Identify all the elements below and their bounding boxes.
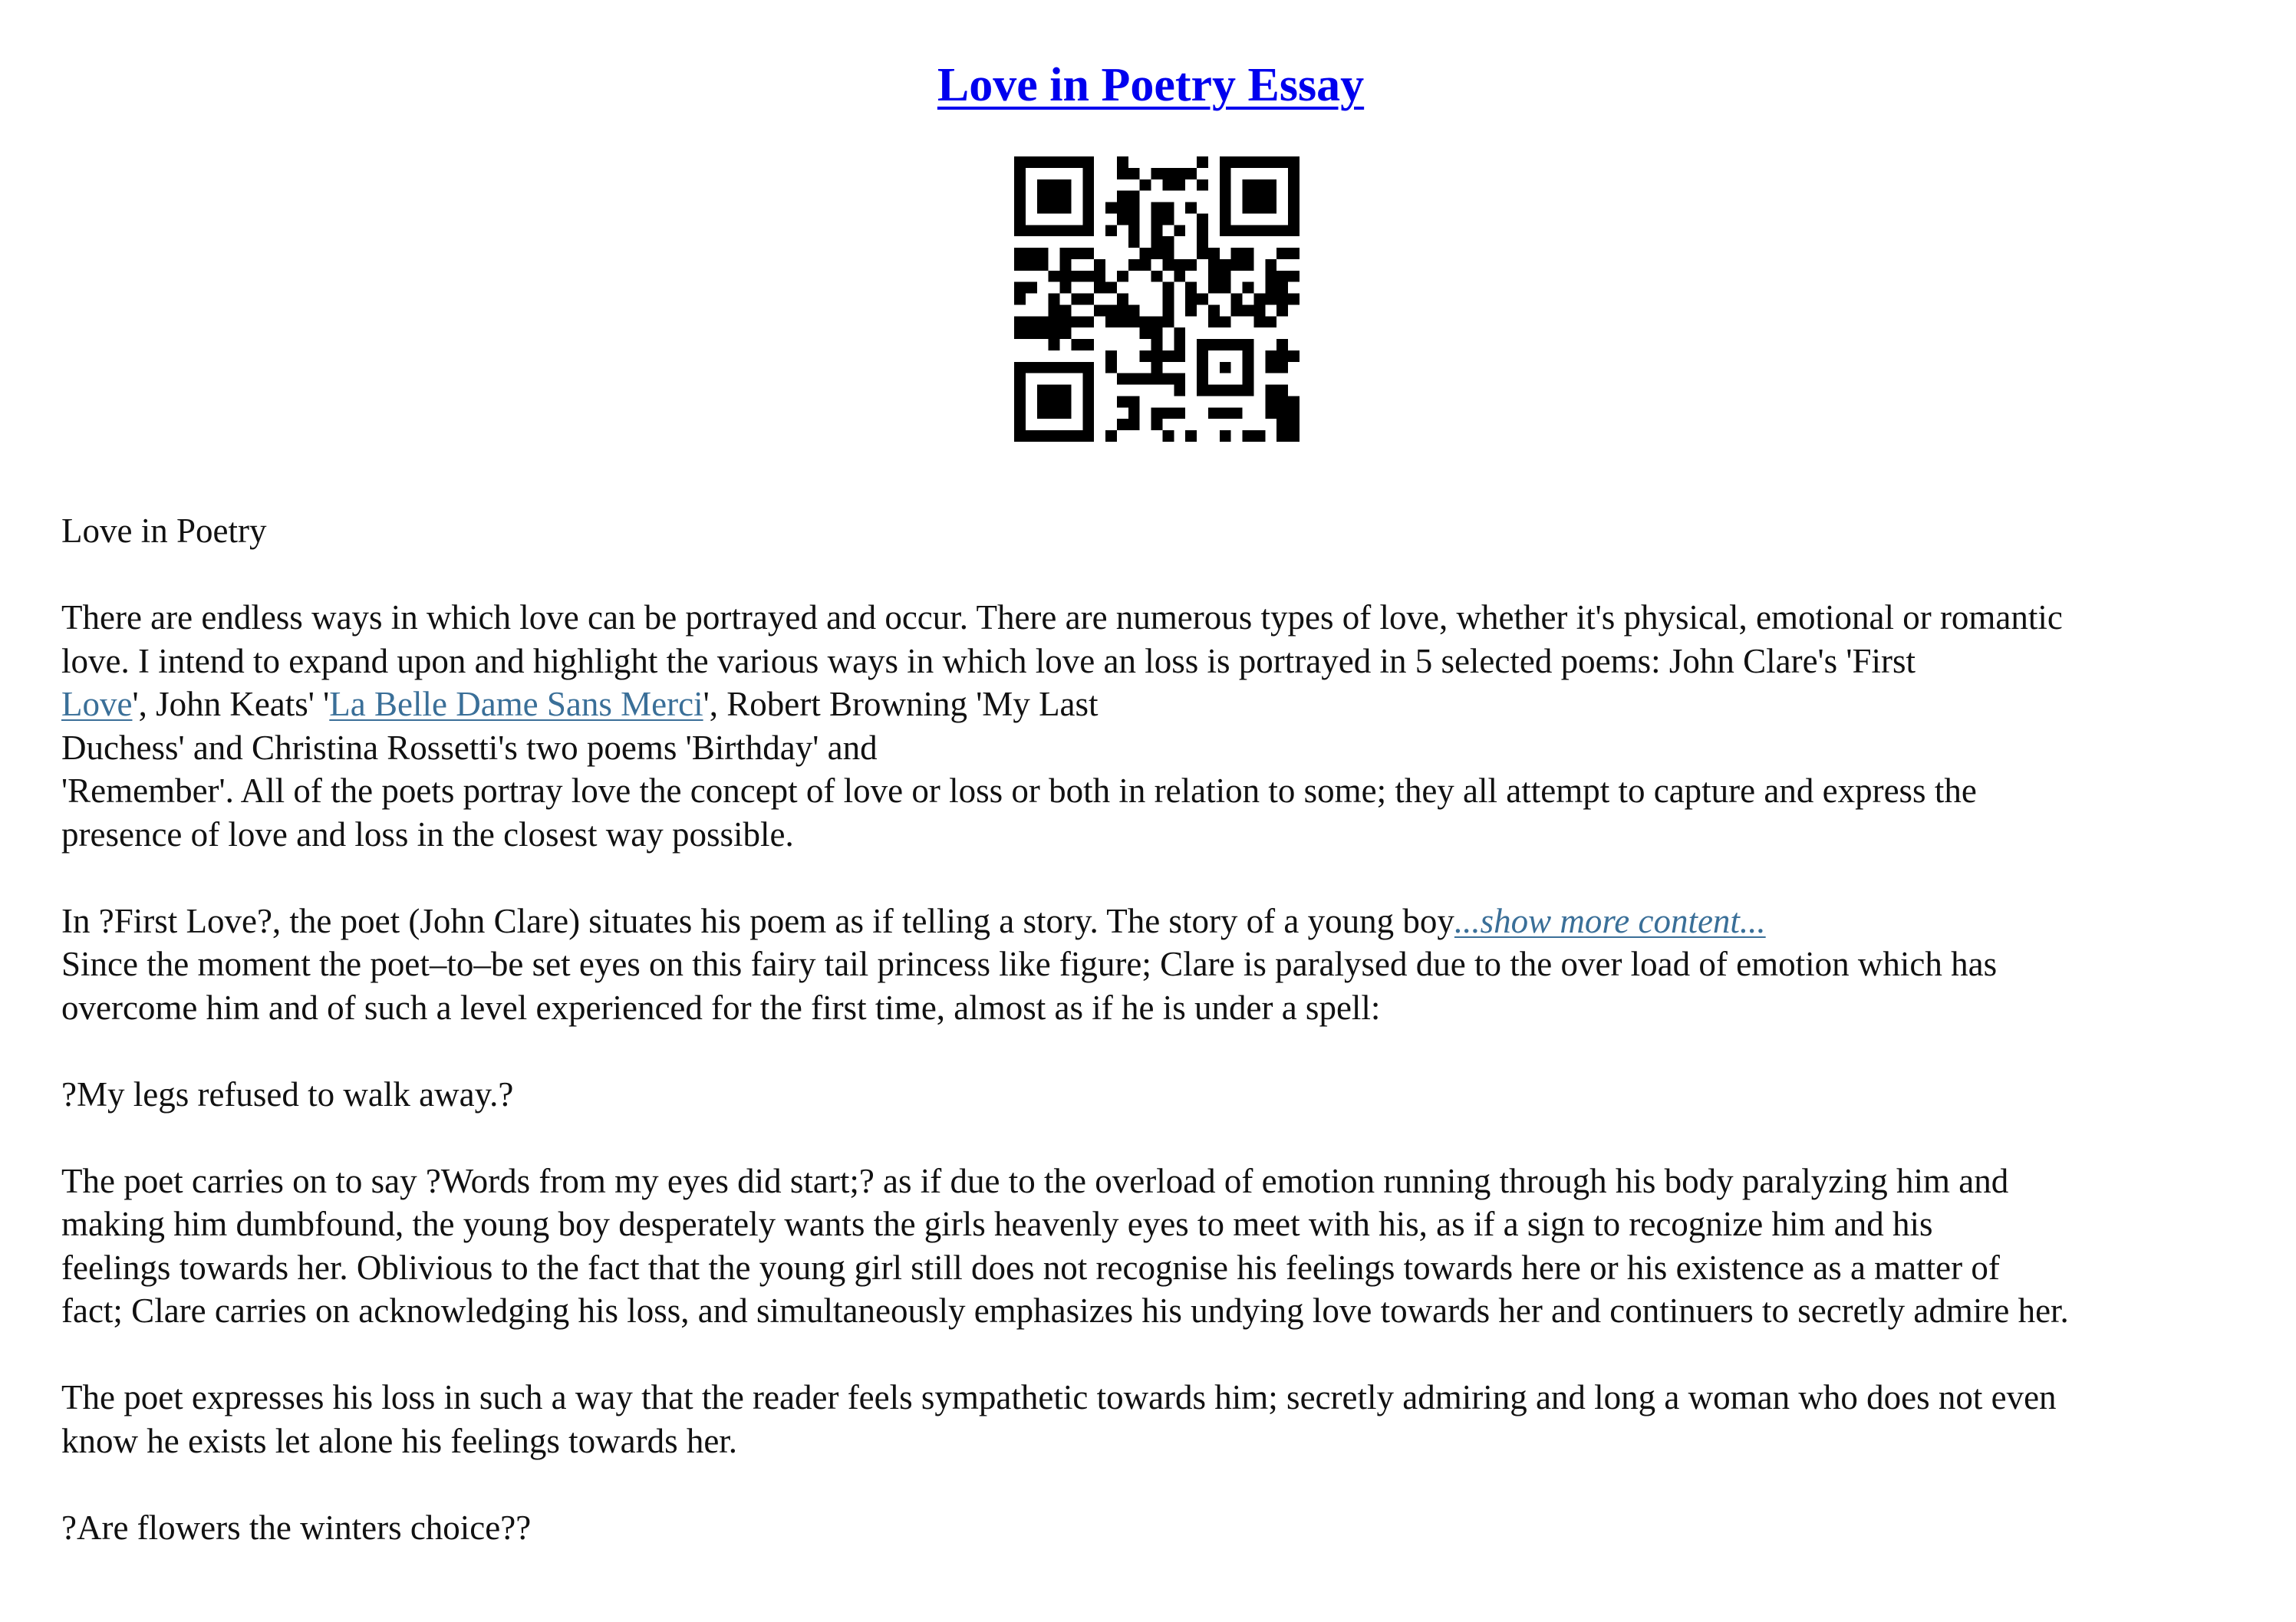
essay-title-link[interactable]: Love in Poetry Essay bbox=[937, 59, 1365, 111]
quote-legs: ?My legs refused to walk away.? bbox=[61, 1074, 514, 1114]
essay-heading: Love in Poetry bbox=[61, 512, 267, 550]
show-more-link[interactable]: ...show more content... bbox=[1454, 901, 1766, 940]
link-la-belle-dame[interactable]: La Belle Dame Sans Merci bbox=[329, 685, 703, 723]
qr-code-icon bbox=[1014, 156, 1300, 442]
title-container bbox=[61, 58, 2240, 113]
quote-flowers: ?Are flowers the winters choice?? bbox=[61, 1508, 532, 1547]
link-first-love[interactable]: Love bbox=[61, 685, 133, 723]
paragraph-first-love: In ?First Love?, the poet (John Clare) situates his poem as if telling a story. The story of a young boy...show more content... Since the moment the poet–to–be set eyes on this fairy tail princess like figure; Clare is paralysed due to the over load of emotion which has overcome him and of such a level experienced for the first time, almost as if he is under a spell: bbox=[61, 901, 1998, 1027]
paragraph-words-from-eyes: The poet carries on to say ?Words from my eyes did start;? as if due to the overload of emotion running through his body paralyzing him and making him dumbfound, the young boy desperately wants the girls heavenly eyes to meet with his, as if a sign to recognize him and his feelings towards her. Oblivious to the fact that the young girl still does not recognise his feelings towards here or his existence as a matter of fact; Clare carries on acknowledging his loss, and simultaneously emphasizes his undying love towards her and continuers to secretly admire her. bbox=[61, 1161, 2069, 1330]
paragraph-loss: The poet expresses his loss in such a way that the reader feels sympathetic towards him; secretly admiring and long a woman who does not even know he exists let alone his feelings towards her. bbox=[61, 1378, 2057, 1460]
essay-body bbox=[61, 509, 2248, 1593]
paragraph-intro: There are endless ways in which love can be portrayed and occur. There are numerous types of love, whether it's physical, emotional or romantic love. I intend to expand upon and highlight the various ways in which love an loss is portrayed in 5 selected poems: John Clare's 'First Love', John Keats' 'La Belle Dame Sans Merci', Robert Browning 'My Last Duchess' and Christina Rossetti's two poems 'Birthday' and 'Remember'. All of the poets portray love the concept of love or loss or both in relation to some; they all attempt to capture and express the presence of love and loss in the closest way possible. bbox=[61, 598, 2063, 854]
